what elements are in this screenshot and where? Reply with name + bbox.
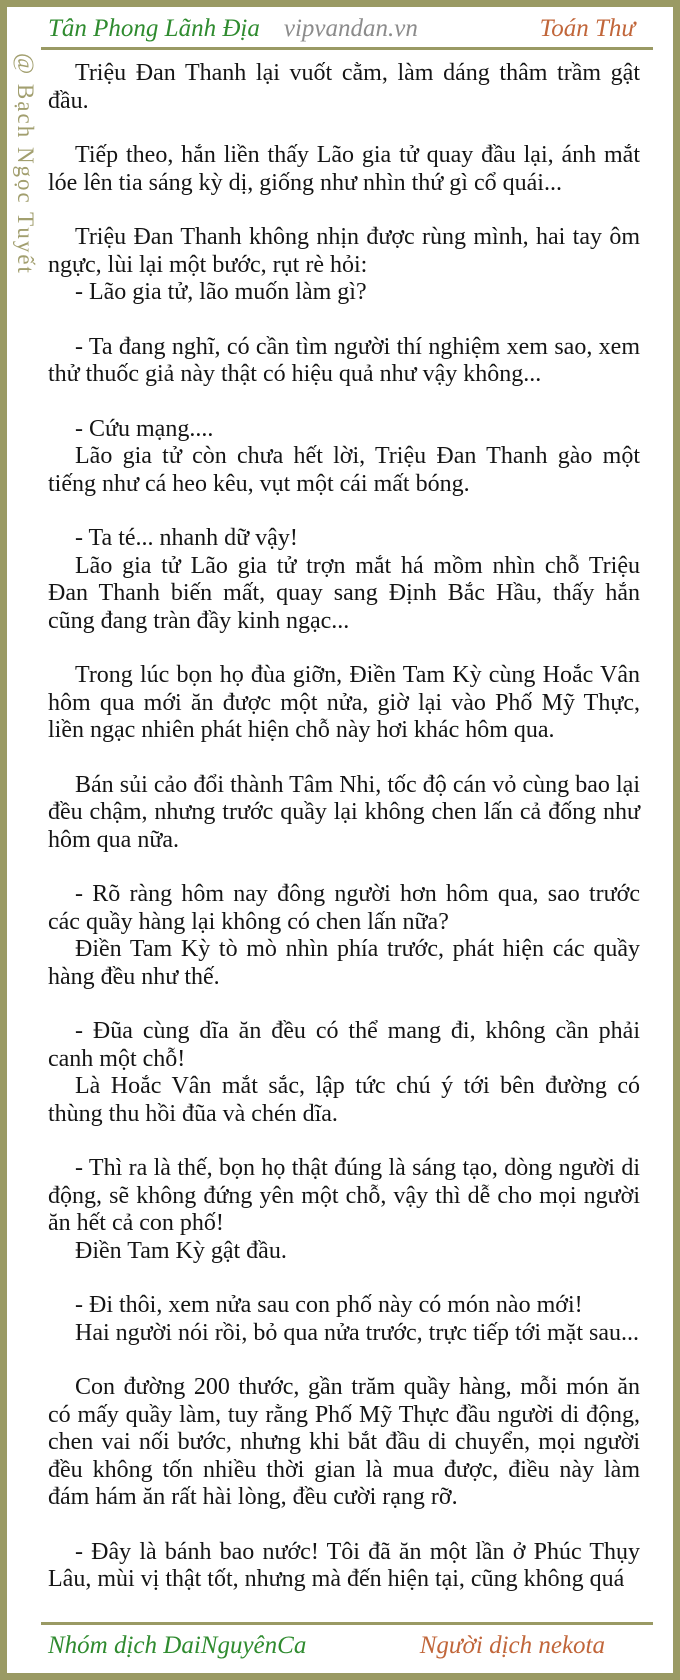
translator-credit: Người dịch nekota — [419, 1632, 605, 1659]
footer-divider — [41, 1622, 653, 1625]
paragraph: - Lão gia tử, lão muốn làm gì? — [75, 279, 367, 305]
paragraph: - Ta đang nghĩ, có cần tìm người thí nghiệm xem sao, xem thử thuốc giả này thật có hiệu quả như vậy không... — [48, 333, 640, 387]
paragraph: Lão gia tử còn chưa hết lời, Triệu Đan Thanh gào một tiếng như cá heo kêu, vụt một cái mất bóng. — [48, 443, 640, 497]
paragraph: Tiếp theo, hắn liền thấy Lão gia tử quay đầu lại, ánh mắt lóe lên tia sáng kỳ dị, giống như nhìn thứ gì cổ quái... — [48, 142, 640, 196]
paragraph: Điền Tam Kỳ tò mò nhìn phía trước, phát hiện các quầy hàng đều như thế. — [48, 936, 640, 990]
page-header — [7, 7, 673, 44]
content — [7, 50, 673, 1594]
paragraph: Triệu Đan Thanh lại vuốt cằm, làm dáng thâm trầm gật đầu. — [48, 60, 640, 114]
paragraph: - Rõ ràng hôm nay đông người hơn hôm qua, sao trước các quầy hàng lại không có chen lấn nữa? — [48, 881, 640, 935]
paragraph: - Ta té... nhanh dữ vậy! — [75, 525, 298, 551]
paragraph: Hai người nói rồi, bỏ qua nửa trước, trực tiếp tới mặt sau... — [75, 1319, 639, 1346]
credits-row — [7, 1631, 673, 1661]
paragraph: Lão gia tử Lão gia tử trợn mắt há mồm nhìn chỗ Triệu Đan Thanh biến mất, quay sang Định Bắc Hầu, thấy hắn cũng đang tràn đầy kinh ngạc... — [48, 552, 640, 634]
paragraph: Điền Tam Kỳ gật đầu. — [75, 1237, 287, 1264]
paragraph: Là Hoắc Vân mắt sắc, lập tức chú ý tới bên đường có thùng thu hồi đũa và chén dĩa. — [48, 1073, 640, 1127]
paragraph: - Cứu mạng.... — [75, 415, 214, 442]
site-name: vipvandan.vn — [283, 15, 418, 42]
paragraph: - Đũa cùng dĩa ăn đều có thể mang đi, không cần phải canh một chỗ! — [48, 1018, 640, 1072]
paragraph: Triệu Đan Thanh không nhịn được rùng mình, hai tay ôm ngực, lùi lại một bước, rụt rè hỏi: — [48, 224, 640, 278]
page-footer — [7, 1622, 673, 1673]
book-title: Tân Phong Lãnh Địa — [48, 15, 260, 42]
paragraph: - Đây là bánh bao nước! Tôi đã ăn một lần ở Phúc Thụy Lâu, mùi vị thật tốt, nhưng mà đến hiện tại, cũng không quá — [48, 1538, 640, 1592]
paragraph: - Thì ra là thế, bọn họ thật đúng là sáng tạo, dòng người di động, sẽ không đứng yên một chỗ, vậy thì dễ cho mọi người ăn hết cả con phố! — [48, 1155, 640, 1236]
paragraph: Bán sủi cảo đổi thành Tâm Nhi, tốc độ cán vỏ cùng bao lại đều chậm, nhưng trước quầy lại không chen lấn cả đống như hôm qua nữa. — [48, 771, 640, 853]
paragraph: Trong lúc bọn họ đùa giỡn, Điền Tam Kỳ cùng Hoắc Vân hôm qua mới ăn được một nửa, giờ lại vào Phố Mỹ Thực, liền ngạc nhiên phát hiện chỗ này hơi khác hôm qua. — [48, 662, 640, 743]
chapter-title: Toán Thư — [539, 15, 635, 42]
paragraph: Con đường 200 thước, gần trăm quầy hàng, mỗi món ăn có mấy quầy làm, tuy rằng Phố Mỹ Thực đầu người di động, chen vai nối bước, nhưng khi bắt đầu di chuyển, mọi người đều không tốn nhiều thời gian là mua được, điều này làm đám hám ăn rất hài lòng, đều cười rạng rỡ. — [48, 1374, 640, 1510]
translation-group-credit: Nhóm dịch DaiNguyênCa — [48, 1632, 307, 1659]
watermark-author: @ Bạch Ngọc Tuyết — [13, 53, 38, 275]
paragraph: - Đi thôi, xem nửa sau con phố này có món nào mới! — [75, 1292, 583, 1318]
